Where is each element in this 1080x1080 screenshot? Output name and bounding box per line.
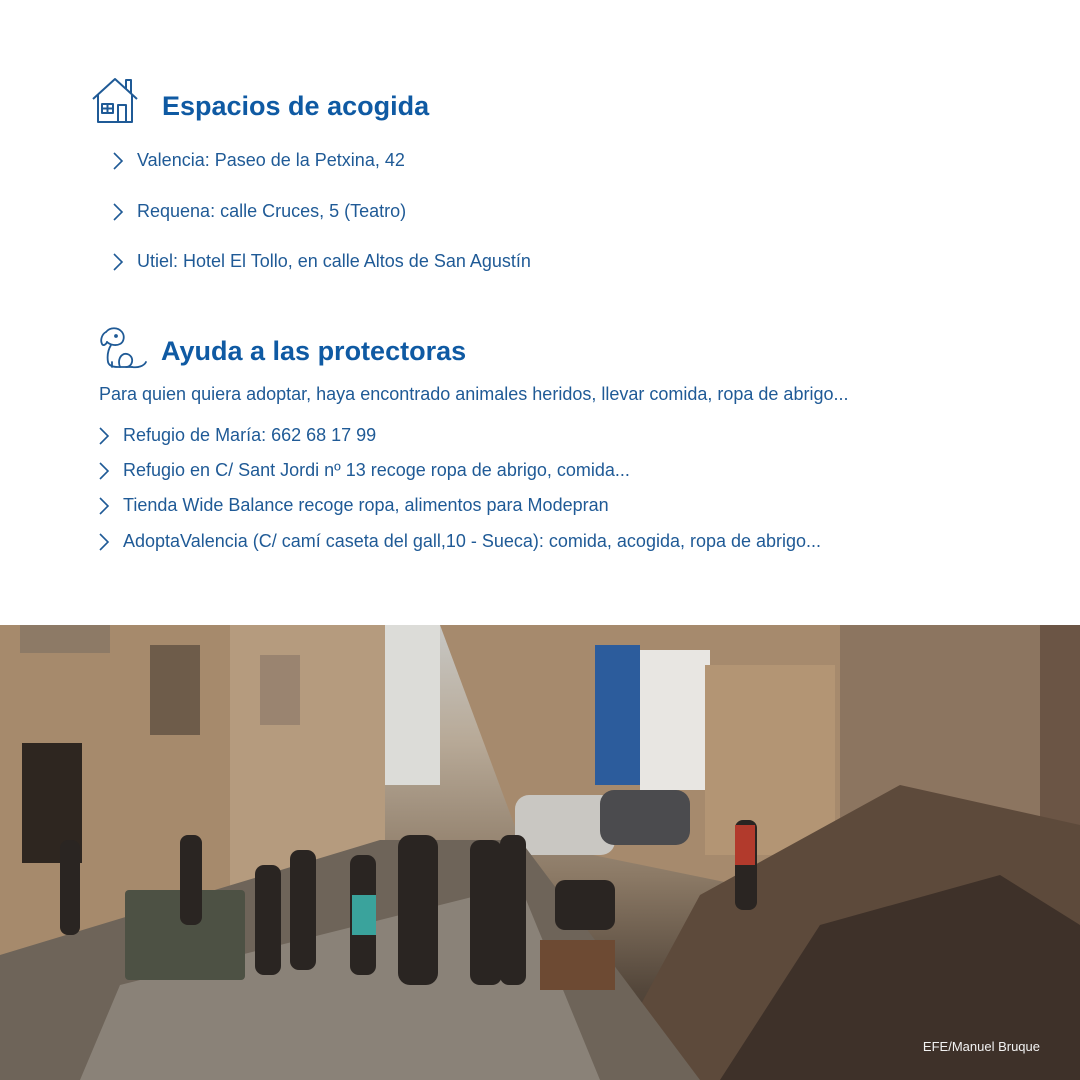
section-title-espacios: Espacios de acogida (162, 91, 430, 121)
list-item-label: Valencia: Paseo de la Petxina, 42 (137, 150, 405, 170)
list-item-label: Utiel: Hotel El Tollo, en calle Altos de San Agustín (137, 251, 531, 271)
house-icon (90, 75, 140, 125)
section-intro: Para quien quiera adoptar, haya encontrado animales heridos, llevar comida, ropa de abrigo... (99, 384, 849, 404)
chevron-right-icon (111, 151, 125, 171)
chevron-right-icon (97, 461, 111, 481)
section-title-protectoras: Ayuda a las protectoras (161, 336, 467, 366)
list-item (97, 495, 609, 516)
list-item (97, 531, 821, 552)
chevron-right-icon (111, 202, 125, 222)
chevron-right-icon (97, 426, 111, 446)
list-item-label: Requena: calle Cruces, 5 (Teatro) (137, 201, 407, 221)
list-item-label: Refugio en C/ Sant Jordi nº 13 recoge ropa de abrigo, comida... (123, 460, 630, 480)
list-item (97, 460, 630, 481)
list-item-label: Tienda Wide Balance recoge ropa, alimentos para Modepran (123, 495, 609, 515)
list-item (97, 425, 376, 446)
list-item (111, 201, 406, 222)
dog-icon (98, 326, 148, 370)
list-item-label: AdoptaValencia (C/ camí caseta del gall,10 - Sueca): comida, acogida, ropa de abrigo... (123, 531, 822, 551)
list-item-label: Refugio de María: 662 68 17 99 (123, 425, 377, 445)
list-item (111, 150, 405, 171)
chevron-right-icon (97, 532, 111, 552)
chevron-right-icon (97, 496, 111, 516)
chevron-right-icon (111, 252, 125, 272)
list-item (111, 251, 531, 272)
photo-credit: EFE/Manuel Bruque (922, 1039, 1040, 1054)
photo-illustration (0, 625, 1080, 1080)
flood-street-photo (0, 625, 1080, 1080)
